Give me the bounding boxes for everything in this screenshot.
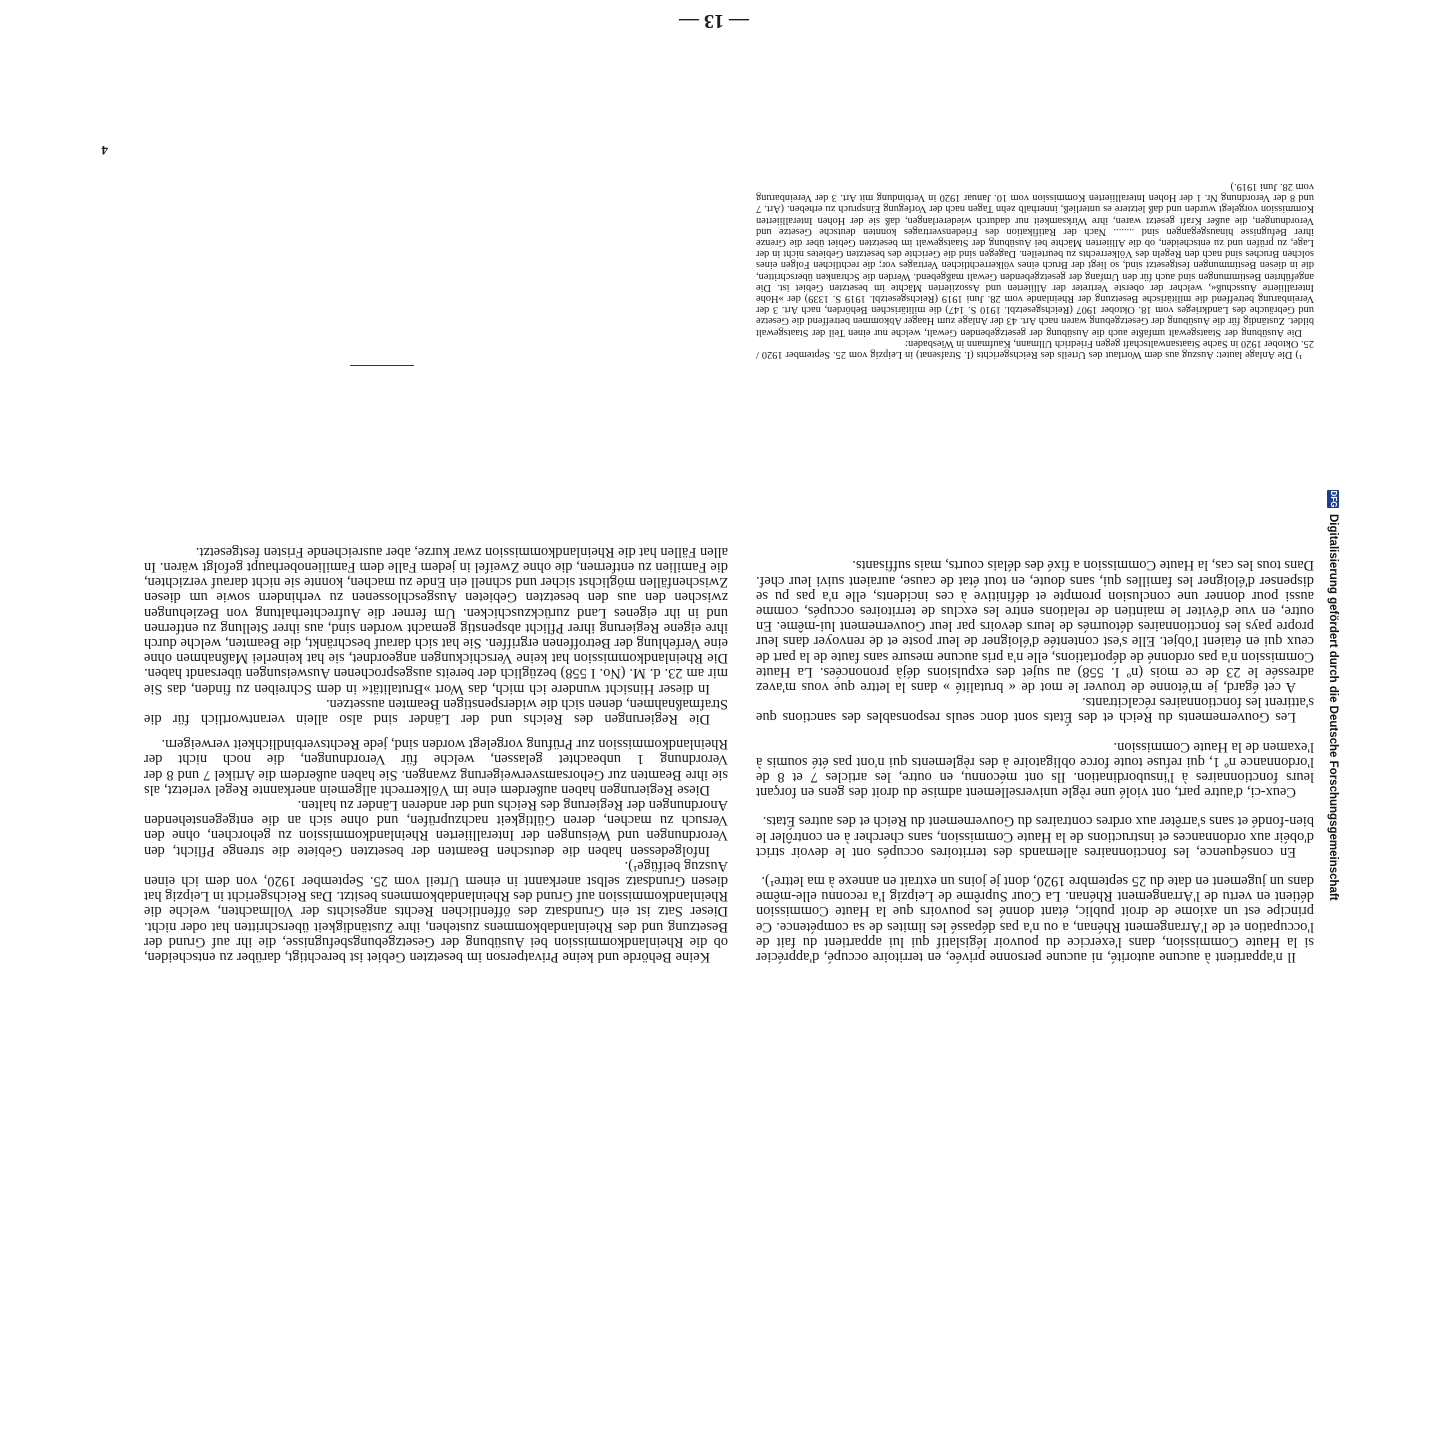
french-paragraph: A cet égard, je m'étonne de trouver le mot de « brutalité » dans la lettre que vous m'avez adressée le 23 de ce mois (nº I. 558) au sujet des expulsions déjà prononcées. La Haute Commission n'a pas ordonné de déportations, elle n'a pris aucune mesure sans faute de la part de ceux qui en étaient l'objet. Elle s'est contentée d'éloigner de leur poste et de renvoyer dans leur propre pays les fonctionnaires détournés de leurs devoirs par leur Gouvernement lui-même. En outre, en vue d'éviter le maintien de relations entre les exclus de territoires occupés, comme aussi pour donner une conclusion prompte et définitive à ces incidents, elle n'a pas pu se dispenser d'éloigner les familles qui, sans doute, en tout état de cause, auraient suivi leur chef. Dans tous les cas, la Haute Commission a fixé des délais courts, mais suffisants. bbox=[756, 557, 1314, 695]
french-paragraph: Il n'appartient à aucune autorité, ni aucune personne privée, en territoire occupé, d'apprécier si la Haute Commission, dans l'exercice du pouvoir législatif qui lui appartient du fait de l'occupation et de l'Arrangement Rhénan, a ou n'a pas dépassé les limites de sa compétence. Ce principe est un axiome de droit public, étant donné les pouvoirs que la Haute Commission détient en vertu de l'Arrangement Rhénan. La Cour Suprême de Leipzig l'a reconnu elle-même dans un jugement en date du 25 septembre 1920, dont je joins un extrait en annexe à ma lettre¹). bbox=[756, 872, 1314, 965]
footnote-body: Die Ausübung der Staatsgewalt umfaßte auch die Ausübung der gesetzgebenden Gewalt, welche nur einen Teil der Staatsgewalt bildet. Zuständig für die Ausübung der Gesetzgebung waren nach Art. 43 der Anlage zum Haager Abkommen betreffend die Gesetze und Gebräuche des Landkrieges vom 18. Oktober 1907 (Reichsgesetzbl. 1910 S. 147) die militärischen Behörden, nach Art. 3 der Vereinbarung betreffend die militärische Besetzung der Rheinlande vom 28. Juni 1919 (Reichsgesetzbl. 1919 S. 1339) der »Hohe Interalliierte Ausschuß«, welcher der oberste Vertreter der Alliierten und Assoziierten Mächte im besetzten Gebiet ist. Die angeführten Bestimmungen sind auch für den Umfang der gesetzgebenden Gewalt maßgebend. Werden die Schranken überschritten, die in diesen Bestimmungen festgesetzt sind, so liegt der Bruch eines völkerrechtlichen Vertrages vor; die rechtlichen Folgen eines solchen Bruches sind nach den Regeln des Völkerrechts zu beurteilen. Dagegen sind die Gerichte des besetzten Gebietes nicht in der Lage, zu prüfen und zu entscheiden, ob die Alliierten Mächte bei Ausübung der Staatsgewalt im besetzten Gebiet über die Grenze ihrer Befugnisse hinausgegangen sind ........ Nach der Ratifikation des Friedensvertrages konnten deutsche Gesetze und Verordnungen, die außer Kraft gesetzt waren, ihre Wirksamkeit nur dadurch wiedererlangen, daß sie der Hohen Interalliierten Kommission vorgelegt wurden und daß letztere es unterließ, innerhalb zehn Tagen nach der Vorlegung Einspruch zu erheben. (Art. 7 und 8 der Verordnung Nr. 1 der Hohen Interalliierten Kommission vom 10. Januar 1920 in Verbindung mit Art. 3 der Vereinbarung vom 28. Juni 1919.) bbox=[756, 180, 1314, 338]
german-paragraph: Diese Regierungen haben außerdem eine im Völkerrecht allgemein anerkannte Regel verletzt, als sie ihre Beamten zur Gehorsamsverweigerung zwangen. Sie haben außerdem die Artikel 7 und 8 der Verordnung 1 unbeachtet gelassen, welche für Verordnungen, die noch nicht der Rheinlandkommission zur Prüfung vorgelegt worden sind, jede Rechtsverbindlichkeit verweigern. bbox=[144, 736, 728, 798]
german-paragraph: Keine Behörde und keine Privatperson im besetzten Gebiet ist berechtigt, darüber zu entscheiden, ob die Rheinlandkommission bei Ausübung der Gesetzgebungsbefugnisse, die ihr auf Grund der Besetzung und des Rheinlandabkommens zustehen, ihre Zuständigkeit überschritten hat oder nicht. Dieser Satz ist ein Grundsatz des öffentlichen Rechts angesichts der Vollmachten, welche die Rheinlandkommission auf Grund des Rheinlandabkommens besitzt. Das Reichsgericht in Leipzig hat diesen Grundsatz selbst anerkannt in einem Urteil vom 25. September 1920, von dem ich einen Auszug beifüge¹). bbox=[144, 857, 728, 965]
footnote-head-continuation: in Sache Staatsanwaltschaft gegen Friedrich Ullmann, Kaufmann in Wiesbaden: bbox=[905, 337, 1239, 349]
footnote bbox=[122, 40, 414, 370]
signature-mark: 4 bbox=[101, 143, 108, 158]
french-paragraph: En conséquence, les fonctionnaires allemands des territoires occupés ont le devoir strict d'obéir aux ordonnances et instructions de la Haute Commission, sans chercher à en contrôler le bien-fondé et sans s'arrêter aux ordres contraires du Gouvernement du Reich et des autres États. bbox=[756, 813, 1314, 860]
german-paragraph: In dieser Hinsicht wundere ich mich, das Wort »Brutalität« in dem Schreiben zu finden, das Sie mir am 23. d. M. (No. I 558) bezüglich der bereits ausgesprochenen Ausweisungen übersandt haben. Die Rheinlandkommission hat keine Verschickungen angeordnet, sie hat keinerlei Maßnahmen ohne eine Verfehlung der Betroffenen ergriffen. Sie hat sich darauf beschränkt, die Beamten, welche durch ihre eigene Regierung ihrer Pflicht abspenstig gemacht worden sind, aus ihrer Stellung zu entfernen und in ihr eigenes Land zurückzuschicken. Um ferner die Aufrechterhaltung von Beziehungen zwischen den aus den besetzten Gebieten Ausgeschlossenen zu verhindern sowie um diesen Zwischenfällen möglichst sicher und schnell ein Ende zu machen, konnte sie nicht darauf verzichten, die Familien zu entfernen, die ohne Zweifel in jedem Falle dem Familienoberhaupt gefolgt wären. In allen Fällen hat die Rheinlandkommission zwar kurze, aber ausreichende Fristen festgesetzt. bbox=[144, 543, 728, 697]
footnote-block bbox=[756, 40, 1314, 360]
french-paragraph: Les Gouvernements du Reich et des États sont donc seuls responsables des sanctions que s'attirent les fonctionnaires récalcitrants. bbox=[756, 694, 1314, 726]
digitization-banner bbox=[1324, 490, 1342, 1430]
footnote-head-text: ¹) Die Anlage lautet: Auszug aus dem Wortlaut des Urteils des Reichsgerichts (I. Strafsenat) in Leipzig vom bbox=[848, 349, 1302, 360]
german-paragraph: Infolgedessen haben die deutschen Beamten der besetzten Gebiete die strenge Pflicht, den Verordnungen und Weisungen der Interalliierten Rheinlandkommission zu gehorchen, ohne den Versuch zu machen, deren Gültigkeit nachzuprüfen, und ohne sich an die entgegenstehenden Anordnungen der Regierung des Reichs und der anderen Länder zu halten. bbox=[144, 796, 728, 859]
footnote-head bbox=[756, 338, 1314, 360]
footnote-dates: 25. September 1920 / 25. Oktober 1920 bbox=[755, 337, 1314, 360]
page-number: — 13 — bbox=[679, 10, 749, 32]
digitization-banner-text: Digitalisierung gefördert durch die Deutsche Forschungsgemeinschaft bbox=[1327, 514, 1339, 901]
german-paragraph: Die Regierungen des Reichs und der Länder sind also allein verantwortlich für die Strafmaßnahmen, denen sich die widerspenstigen Beamten aussetzen. bbox=[144, 695, 728, 727]
dfg-logo-icon: DFG bbox=[1329, 490, 1338, 508]
french-paragraph: Ceux-ci, d'autre part, ont violé une règle universellement admise du droit des gens en forçant leurs fonctionnaires à l'insubordination. Ils ont méconnu, en outre, les articles 7 et 8 de l'ordonnance nº 1, qui refuse toute force obligatoire à des règlements qui n'ont pas été soumis à l'examen de la Haute Commission. bbox=[756, 738, 1314, 801]
